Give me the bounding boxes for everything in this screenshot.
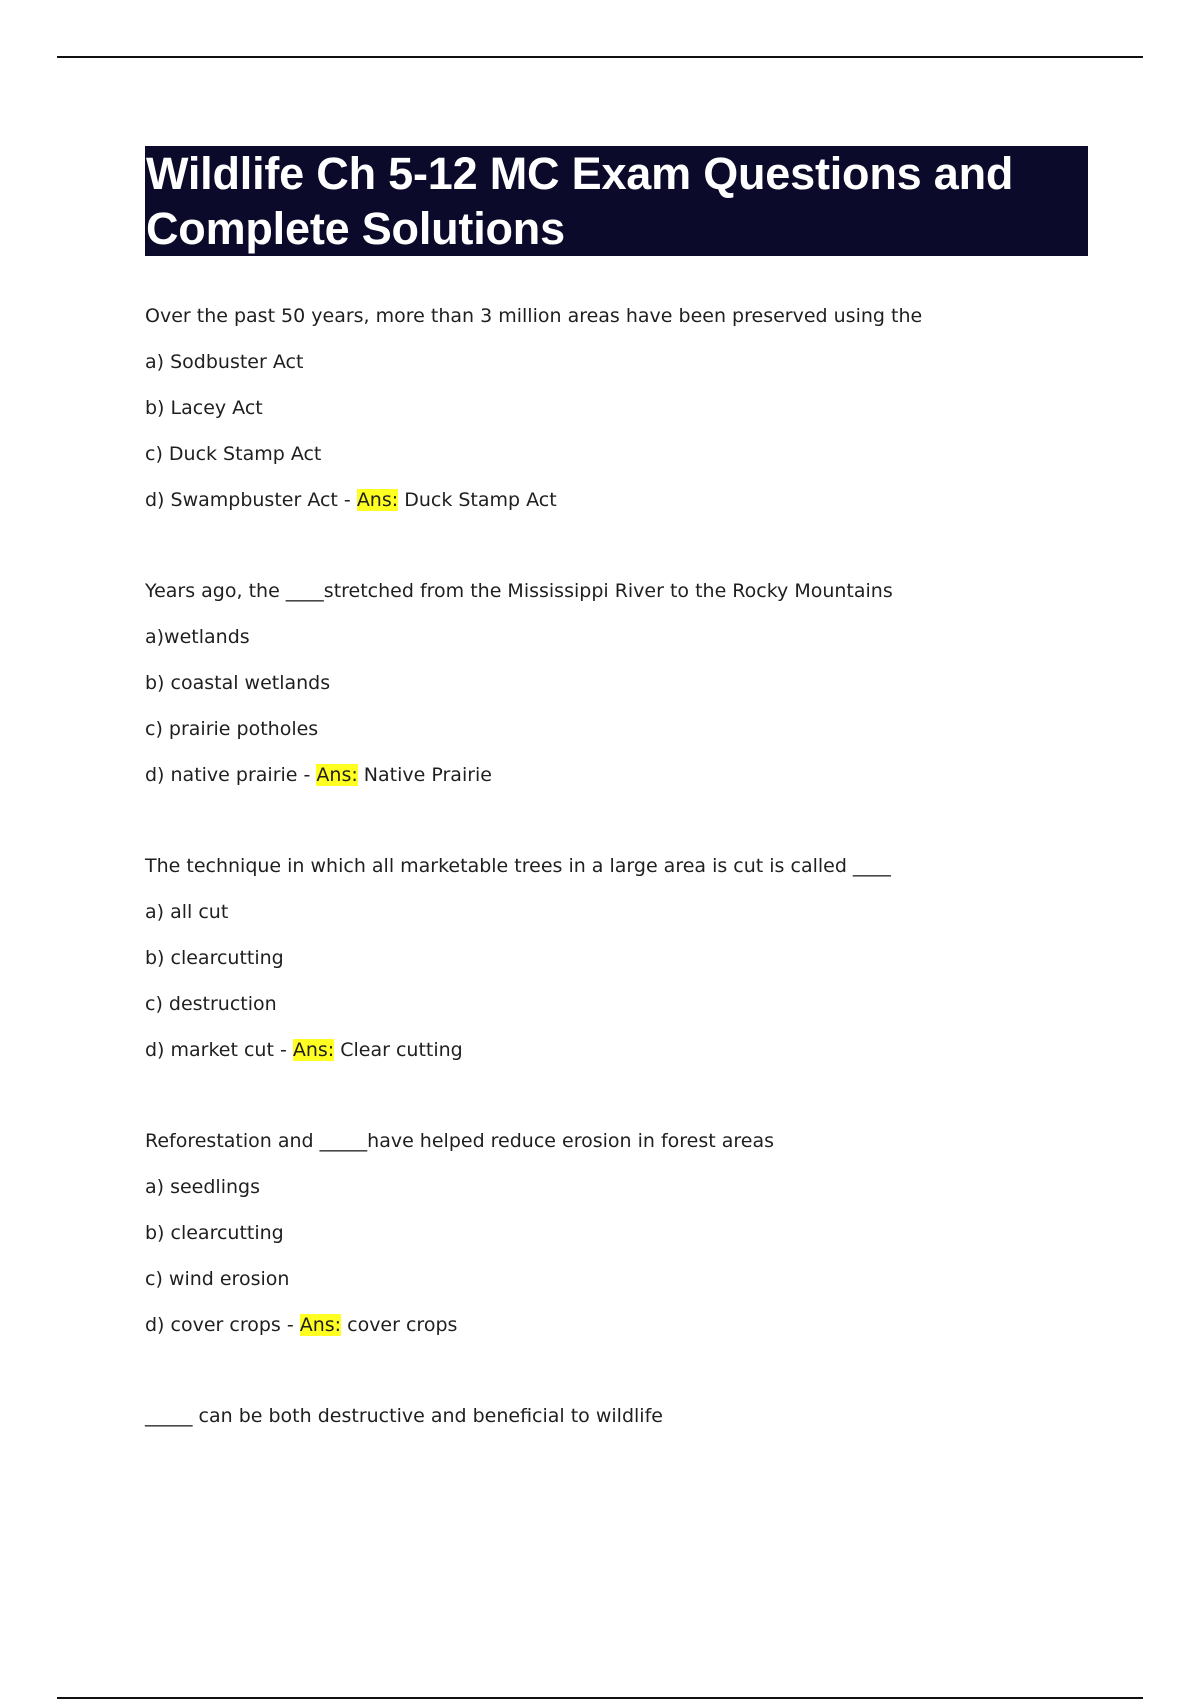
option-c: c) wind erosion	[145, 1268, 290, 1290]
question-text: Over the past 50 years, more than 3 million areas have been preserved using the	[145, 305, 923, 327]
option-a: a)wetlands	[145, 626, 250, 648]
option-b: b) Lacey Act	[145, 397, 263, 419]
option-c: c) destruction	[145, 993, 277, 1015]
option-b: b) coastal wetlands	[145, 672, 331, 694]
question-spacer	[145, 1355, 1085, 1400]
option-d: d) native prairie -	[145, 764, 317, 786]
question-block-5	[145, 1400, 1085, 1446]
option-c: c) prairie potholes	[145, 718, 319, 740]
option-d-with-answer	[145, 759, 1085, 805]
document-title	[145, 146, 1088, 256]
question-text: _____ can be both destructive and beneficial to wildlife	[145, 1405, 663, 1427]
question-text: Reforestation and _____have helped reduce erosion in forest areas	[145, 1130, 775, 1152]
option-d-with-answer	[145, 1309, 1085, 1355]
question-block-2	[145, 575, 1085, 805]
option-d-with-answer	[145, 1034, 1085, 1080]
option-d: d) Swampbuster Act -	[145, 489, 357, 511]
option-a: a) seedlings	[145, 1176, 260, 1198]
option-d: d) cover crops -	[145, 1314, 300, 1336]
answer-text: Clear cutting	[334, 1039, 463, 1061]
question-spacer	[145, 805, 1085, 850]
question-block-1	[145, 300, 1085, 530]
option-c: c) Duck Stamp Act	[145, 443, 322, 465]
title-line-1: Wildlife Ch 5-12 MC Exam Questions and	[146, 148, 1014, 199]
option-b: b) clearcutting	[145, 947, 284, 969]
answer-text: Duck Stamp Act	[398, 489, 557, 511]
question-spacer	[145, 1080, 1085, 1125]
title-line-2: Complete Solutions	[146, 203, 565, 254]
answer-label-highlight: Ans:	[356, 489, 399, 511]
option-d: d) market cut -	[145, 1039, 293, 1061]
answer-text: cover crops	[341, 1314, 458, 1336]
option-a: a) Sodbuster Act	[145, 351, 304, 373]
top-rule	[57, 56, 1143, 58]
question-block-4	[145, 1125, 1085, 1355]
question-spacer	[145, 530, 1085, 575]
bottom-rule	[57, 1697, 1143, 1699]
answer-label-highlight: Ans:	[299, 1314, 342, 1336]
option-a: a) all cut	[145, 901, 229, 923]
answer-label-highlight: Ans:	[316, 764, 358, 786]
question-block-3	[145, 850, 1085, 1080]
option-d-with-answer	[145, 484, 1085, 530]
question-text: The technique in which all marketable trees in a large area is cut is called ____	[145, 855, 891, 877]
answer-label-highlight: Ans:	[292, 1039, 335, 1061]
question-text: Years ago, the ____stretched from the Mississippi River to the Rocky Mountains	[145, 580, 893, 602]
question-list	[145, 300, 1085, 1446]
option-b: b) clearcutting	[145, 1222, 284, 1244]
answer-text: Native Prairie	[357, 764, 492, 786]
